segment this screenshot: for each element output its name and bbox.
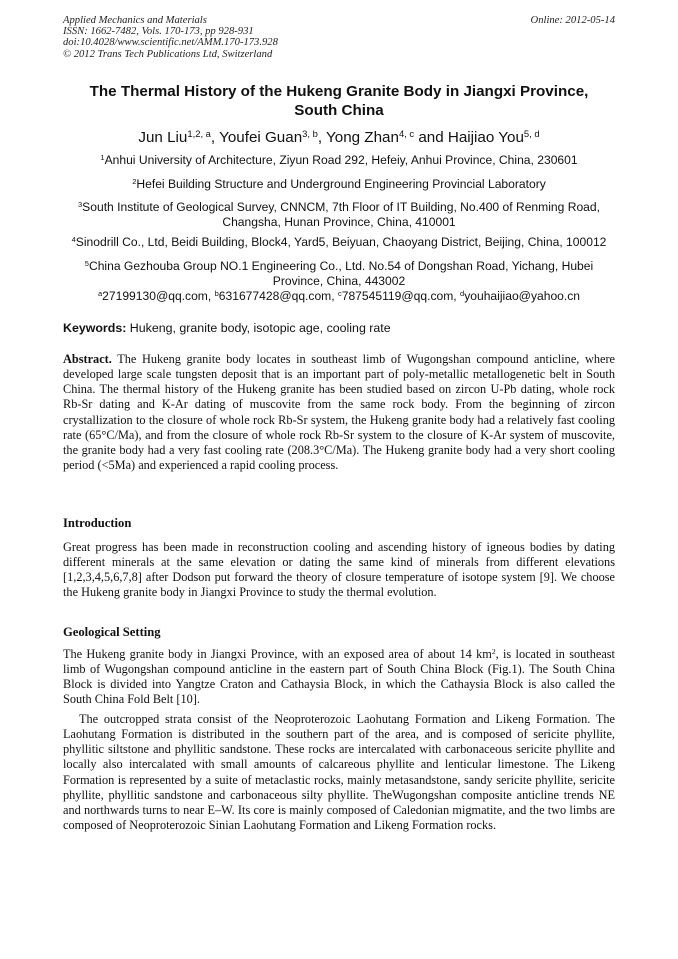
affiliation-2 [60, 177, 618, 192]
affiliation-3 [58, 200, 620, 230]
geo-p1-before: The Hukeng granite body in Jiangxi Province, with an exposed area of about 14 km [63, 647, 492, 661]
affiliation-5 [70, 259, 608, 289]
affiliation-text: Sinodrill Co., Ltd, Beidi Building, Block4, Yard5, Beiyuan, Chaoyang District, Beijing, China, 100012 [75, 235, 607, 249]
online-date: Online: 2012-05-14 [530, 15, 615, 26]
abstract [63, 352, 615, 473]
affiliation-text: China Gezhouba Group NO.1 Engineering Co., Ltd. No.54 of Dongshan Road, Yichang, Hubei Province, China, 443002 [88, 259, 594, 288]
author-list [40, 129, 638, 147]
issn-line: ISSN: 1662-7482, Vols. 170-173, pp 928-931 [63, 26, 254, 38]
author-sup: 4, c [398, 127, 415, 139]
geo-p1-sup: 2 [491, 646, 496, 656]
paper-title [60, 82, 618, 120]
geological-paragraph-2: The outcropped strata consist of the Neoproterozoic Laohutang Formation and Likeng Formation. The Laohutang Formation is distributed in the southern part of the area, and is composed of sericite phyllite, phyllitic siltstone and phyllitic sandstone. These rocks are intercalated with carbonaceous sericite phyllite and locally also intercalated with small amounts of calcareous phyllite and lenticular limestone. The Likeng Formation is represented by a suite of metaclastic rocks, mainly metasandstone, sandy sericite phyllite, sericite phyllite, phyllitic sandstone and carbonaceous silty phyllite. TheWugongshan composite anticline trends NE and northwards turns to near E–W. Its core is mainly composed of Caledonian migmatite, and the two limbs are composed of Neoproterozoic Sinian Laohutang Formation and Likeng Formation rocks. [63, 712, 615, 833]
affiliation-text: Hefei Building Structure and Underground Engineering Provincial Laboratory [136, 177, 546, 191]
author-sep: and [414, 129, 448, 146]
abstract-label: Abstract. [63, 352, 112, 366]
affiliation-text: Anhui University of Architecture, Ziyun Road 292, Hefeiy, Anhui Province, China, 230601 [104, 153, 578, 167]
introduction-paragraph: Great progress has been made in reconstruction cooling and ascending history of igneous bodies by dating different minerals at the same elevation or dating the same kind of minerals from different elevations [1,2,3,4,5,6,7,8] after Dodson put forward the theory of closure temperature of isotope system [9]. We choose the Hukeng granite body in Jiangxi Province to study the thermal evolution. [63, 540, 615, 600]
keywords-text: Hukeng, granite body, isotopic age, cooling rate [126, 321, 391, 335]
copyright-line: © 2012 Trans Tech Publications Ltd, Switzerland [63, 48, 273, 60]
affiliation-sup: 4 [71, 234, 76, 244]
affiliation-1 [60, 153, 618, 168]
email-address: 631677428@qq.com, [218, 289, 338, 303]
author-name: Youfei Guan [219, 129, 303, 146]
email-sup: a [97, 288, 103, 298]
title-line-1: The Thermal History of the Hukeng Granite Body in Jiangxi Province, [89, 83, 589, 100]
email-address: youhaijiao@yahoo.cn [464, 289, 581, 303]
journal-header [63, 15, 615, 60]
title-line-2: South China [294, 102, 384, 119]
email-sup: b [214, 288, 219, 298]
author-name: Haijiao You [447, 129, 524, 146]
abstract-text: The Hukeng granite body locates in southeast limb of Wugongshan compound anticline, where developed large scale tungsten deposit that is an important part of poly-metallic metallogenetic belt in South China. The thermal history of the Hukeng granite has been studied based on zircon U-Pb dating, whole rock Rb-Sr dating and K-Ar dating of muscovite from the same rock body. From the beginning of zircon crystallization to the closure of whole rock Rb-Sr system, the Hukeng granite body had a relatively fast cooling rate (65°C/Ma), and from the closure of whole rock Rb-Sr system to the closure of K-Ar system of muscovite, the granite body had a very fast cooling rate (208.3°C/Ma). The Hukeng granite body had a very short cooling period (<5Ma) and experienced a rapid cooling process. [63, 352, 615, 473]
journal-name: Applied Mechanics and Materials [63, 15, 207, 26]
author-sup: 1,2, a [187, 127, 211, 139]
email-address: 787545119@qq.com, [341, 289, 461, 303]
introduction-heading: Introduction [63, 516, 132, 530]
keywords-label: Keywords: [63, 321, 127, 335]
keywords [63, 321, 615, 336]
author-name: Jun Liu [138, 129, 188, 146]
author-sup: 5, d [523, 127, 540, 139]
geological-paragraph-1 [63, 647, 615, 708]
geo-p1-after: , is located in southeast limb of Wugongshan compound anticline in the eastern part of South China Block (Fig.1). The South China Block is divided into Yangtze Craton and Cathaysia Block, in which the Cathaysia Block is also called the South China Fold Belt [10]. [63, 647, 615, 707]
affiliation-sup: 1 [100, 152, 105, 162]
email-sup: d [460, 288, 465, 298]
affiliation-sup: 3 [78, 199, 83, 209]
affiliation-sup: 5 [84, 258, 89, 268]
email-sup: c [337, 288, 342, 298]
affiliation-sup: 2 [132, 176, 137, 186]
affiliation-4 [56, 235, 622, 250]
doi-line: doi:10.4028/www.scientific.net/AMM.170-173.928 [63, 37, 278, 49]
email-address: 27199130@qq.com, [102, 289, 215, 303]
author-name: Yong Zhan [326, 129, 399, 146]
email-list [60, 289, 618, 304]
author-sep: , [317, 129, 327, 146]
author-sup: 3, b [302, 127, 318, 139]
geological-setting-heading: Geological Setting [63, 625, 161, 639]
affiliation-text: South Institute of Geological Survey, CNNCM, 7th Floor of IT Building, No.400 of Renming Road, Changsha, Hunan Province, China, 410001 [82, 200, 600, 229]
author-sep: , [210, 129, 220, 146]
